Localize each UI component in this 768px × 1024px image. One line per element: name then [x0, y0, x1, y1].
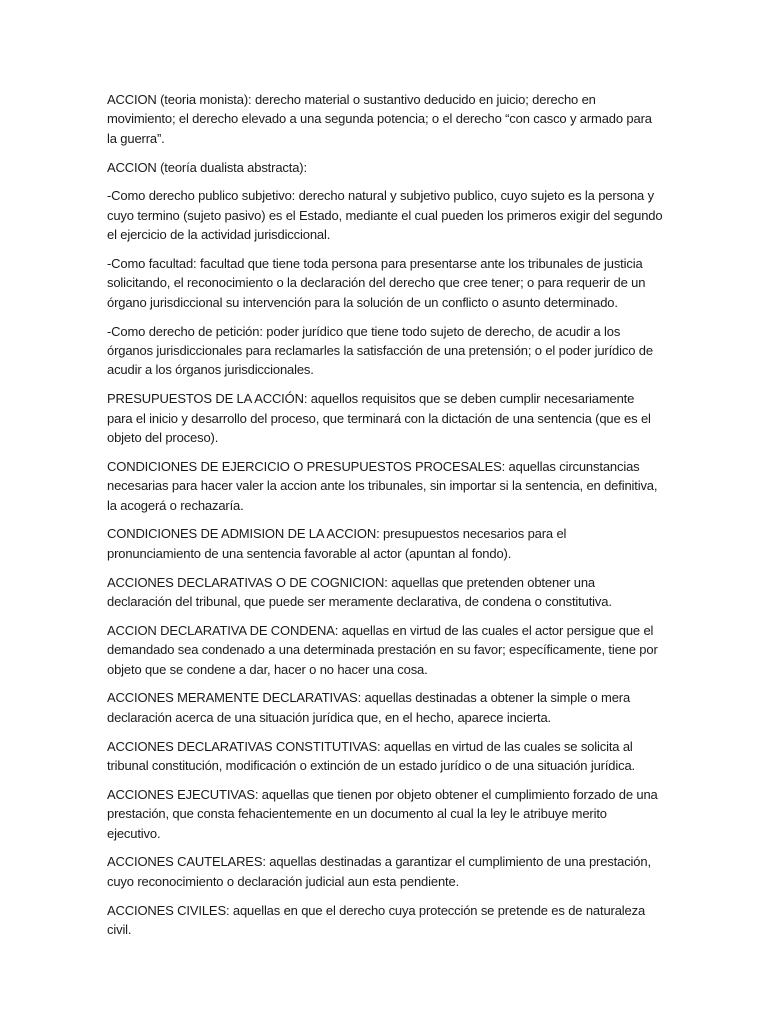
document-body [107, 90, 663, 949]
paragraph-derecho-publico-subjetivo: -Como derecho publico subjetivo: derecho natural y subjetivo publico, cuyo sujeto es la persona y cuyo termino (sujeto pasivo) es el Estado, mediante el cual pueden los primeros exigir del segundo el ejercicio de la actividad jurisdiccional. [107, 188, 663, 243]
paragraph-declarativa-condena: ACCION DECLARATIVA DE CONDENA: aquellas en virtud de las cuales el actor persigue que el demandado sea condenado a una determinada prestación en su favor; específicamente, tiene por objeto que se condene a dar, hacer o no hacer una cosa. [107, 622, 658, 677]
paragraph-acciones-declarativas: ACCIONES DECLARATIVAS O DE COGNICION: aquellas que pretenden obtener una declaración del tribunal, que puede ser meramente declarativa, de condena o constitutiva. [107, 574, 612, 610]
paragraph-condiciones-admision: CONDICIONES DE ADMISION DE LA ACCION: presupuestos necesarios para el pronunciamiento de una sentencia favorable al actor (apuntan al fondo). [107, 526, 567, 561]
paragraph-acciones-civiles: ACCIONES CIVILES: aquellas en que el derecho cuya protección se pretende es de naturaleza civil. [107, 902, 646, 938]
paragraph-facultad: -Como facultad: facultad que tiene toda persona para presentarse ante los tribunales de justicia solicitando, el reconocimiento o la declaración del derecho que cree tener; o para requerir de un órgano jurisdiccional su intervención para la solución de un conflicto o asunto determinado. [107, 256, 646, 310]
paragraph-derecho-de-peticion: -Como derecho de petición: poder jurídico que tiene todo sujeto de derecho, de acudir a los órganos jurisdiccionales para reclamarles la satisfacción de una pretensión; o el poder jurídico de acudir a los órganos jurisdiccionales. [107, 323, 653, 378]
paragraph-presupuestos-accion: PRESUPUESTOS DE LA ACCIÓN: aquellos requisitos que se deben cumplir necesariamente para el inicio y desarrollo del proceso, que terminará con la dictación de una sentencia (que es el objeto del proceso). [107, 391, 651, 446]
paragraph-accion-dualista: ACCION (teoría dualista abstracta): [107, 159, 307, 175]
paragraph-acciones-ejecutivas: ACCIONES EJECUTIVAS: aquellas que tienen por objeto obtener el cumplimiento forzado de una prestación, que consta fehacientemente en un documento al cual la ley le atribuye merito ejecutivo. [107, 786, 658, 841]
paragraph-acciones-cautelares: ACCIONES CAUTELARES: aquellas destinadas a garantizar el cumplimiento de una prestación, cuyo reconocimiento o declaración judicial aun esta pendiente. [107, 854, 651, 889]
paragraph-meramente-declarativas: ACCIONES MERAMENTE DECLARATIVAS: aquellas destinadas a obtener la simple o mera declaración acerca de una situación jurídica que, en el hecho, aparece incierta. [107, 690, 631, 725]
paragraph-accion-monista: ACCION (teoria monista): derecho material o sustantivo deducido en juicio; derecho en movimiento; el derecho elevado a una segunda potencia; o el derecho “con casco y armado para la guerra”. [107, 92, 652, 146]
paragraph-declarativas-constitutivas: ACCIONES DECLARATIVAS CONSTITUTIVAS: aquellas en virtud de las cuales se solicita al tribunal constitución, modificación o extinción de un estado jurídico o de una situación jurídica. [107, 738, 636, 774]
paragraph-condiciones-ejercicio: CONDICIONES DE EJERCICIO O PRESUPUESTOS PROCESALES: aquellas circunstancias necesarias para hacer valer la accion ante los tribunales, sin importar si la sentencia, en definitiva, la acogerá o rechazaría. [107, 458, 658, 513]
